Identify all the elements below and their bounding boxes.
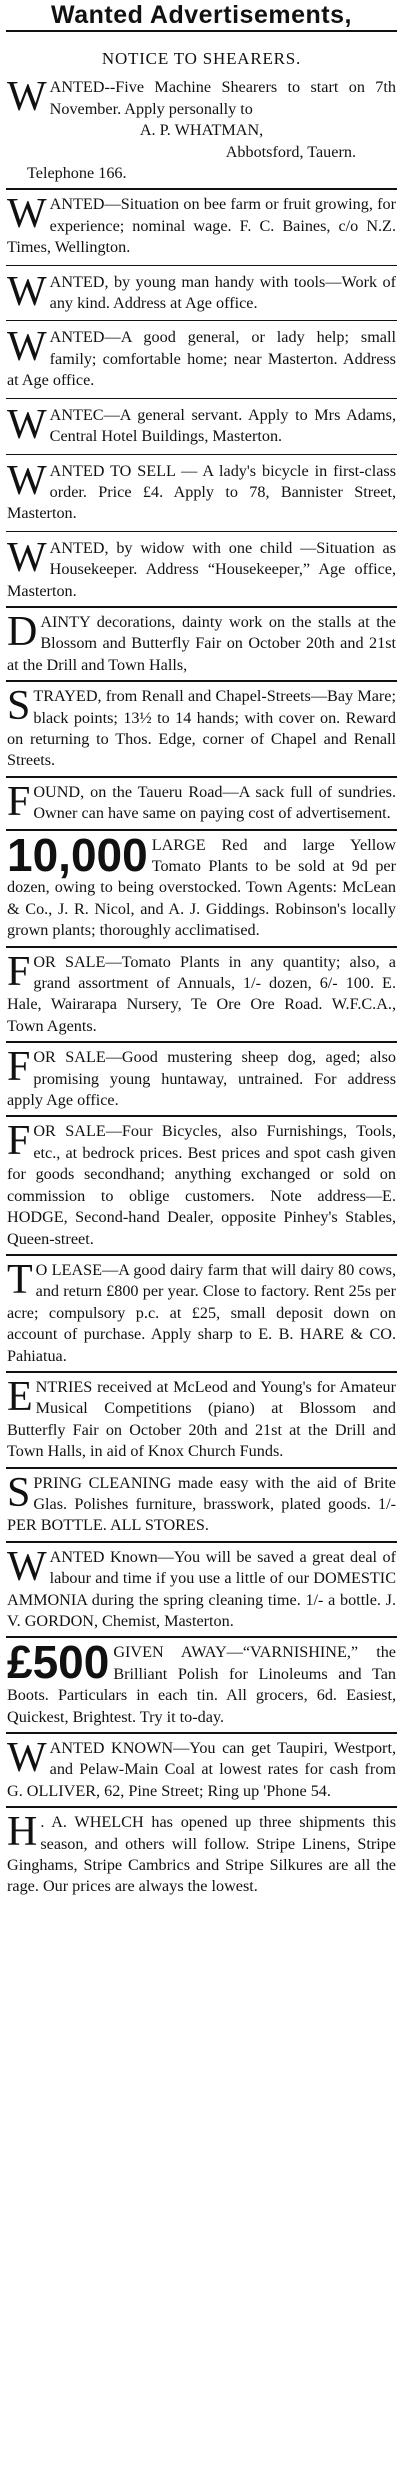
drop-cap: W: [7, 191, 47, 238]
ad-signature-address: Abbotsford, Tauern.: [225, 142, 356, 161]
ad-text: ANTED--Five Machine Shearers to start on 7th November. Apply personally to: [49, 78, 396, 118]
headline-figure: £500: [7, 1636, 110, 1689]
ad-item: [6, 1734, 397, 1806]
ad-item: [6, 1373, 397, 1467]
ad-item: [6, 1469, 397, 1541]
ad-telephone: Telephone 166.: [27, 164, 127, 183]
ad-text: LARGE Red and large Yellow Tomato Plants to be sold at 9d per dozen, owing to being overstocked. Town Agents: McLean & Co., J. R. Nicol, and A. J. Giddings. Robinson's locally grown plants; thoroughly acclimatised.: [7, 835, 396, 940]
ad-text: ANTEC—A general servant. Apply to Mrs Adams, Central Hotel Buildings, Masterton.: [49, 405, 396, 446]
drop-cap: W: [7, 324, 47, 371]
drop-cap: T: [7, 1256, 33, 1303]
ad-item: [6, 457, 397, 529]
drop-cap: W: [7, 268, 47, 315]
ad-text: AINTY decorations, dainty work on the stalls at the Blossom and Butterfly Fair on October 20th and 21st at the Drill and Town Halls,: [7, 612, 396, 674]
ad-item: [6, 401, 397, 452]
ad-text: OR SALE—Tomato Plants in any quantity; also, a grand assortment of Annuals, 1/- dozen, 6/- 100. E. Hale, Wairarapa Nursery, Te Ore Ore Road. W.F.C.A., Town Agents.: [7, 952, 396, 1035]
drop-cap: W: [7, 401, 47, 448]
drop-cap: W: [7, 1735, 47, 1782]
ad-text: OUND, on the Taueru Road—A sack full of sundries. Owner can have same on paying cost of advertisement.: [33, 782, 396, 823]
drop-cap: F: [7, 948, 31, 995]
ad-text: ANTED, by widow with one child —Situation as Housekeeper. Address “Housekeeper,” Age office, Masterton.: [7, 538, 396, 600]
ad-item: [6, 608, 397, 680]
drop-cap: W: [7, 74, 47, 121]
drop-cap: W: [7, 534, 47, 581]
drop-cap: S: [7, 1469, 31, 1516]
ad-text: PRING CLEANING made easy with the aid of Brite Glas. Polishes furniture, brasswork, plated goods. 1/- PER BOTTLE. ALL STORES.: [7, 1473, 396, 1535]
ad-item: [6, 1808, 397, 1902]
ad-item: [6, 323, 397, 395]
drop-cap: E: [7, 1373, 33, 1420]
drop-cap: S: [7, 683, 31, 730]
divider: [6, 398, 397, 399]
divider: [6, 531, 397, 532]
drop-cap: D: [7, 608, 38, 655]
ad-title: NOTICE TO SHEARERS.: [101, 49, 302, 68]
ad-text: OR SALE—Four Bicycles, also Furnishings, Tools, etc., at bedrock prices. Best prices and spot cash given for goods secondhand; anything exchanged or sold on commission to oblige customers. Note address—E. HODGE, Second-hand Dealer, opposite Pinhey's Stables, Queen-street.: [7, 1122, 396, 1248]
ad-text: ANTED Known—You will be saved a great deal of labour and time if you use a little of our DOMESTIC AMMONIA during the spring cleaning time. 1/- a bottle. J. V. GORDON, Chemist, Masterton.: [7, 1547, 396, 1630]
drop-cap: F: [7, 778, 31, 825]
ad-text: ANTED TO SELL — A lady's bicycle in first-class order. Price £4. Apply to 78, Bannister Street, Masterton.: [7, 461, 396, 523]
headline-figure: 10,000: [7, 828, 148, 881]
ad-item: [6, 268, 397, 319]
drop-cap: W: [7, 1543, 47, 1590]
ad-item: [6, 1638, 397, 1732]
ad-item: [6, 1543, 397, 1637]
ad-text: ANTED, by young man handy with tools—Work of any kind. Address at Age office.: [49, 272, 396, 313]
ad-text: ANTED KNOWN—You can get Taupiri, Westport, and Pelaw-Main Coal at lowest rates for cash from G. OLLIVER, 62, Pine Street; Ring up 'Phone 54.: [7, 1739, 396, 1800]
divider: [6, 265, 397, 266]
ad-notice-to-shearers: [6, 32, 397, 188]
ad-signature-name: A. P. WHATMAN,: [139, 121, 264, 140]
ad-item: [6, 778, 397, 829]
ad-item: [6, 948, 397, 1042]
ad-text: OR SALE—Good mustering sheep dog, aged; also promising young huntaway, untrained. For address apply Age office.: [7, 1048, 396, 1110]
ad-text: ANTED—Situation on bee farm or fruit growing, for experience; nominal wage. F. C. Baines, c/o N.Z. Times, Wellington.: [7, 195, 396, 257]
drop-cap: F: [7, 1044, 31, 1091]
ad-text: . A. WHELCH has opened up three shipments this season, and others will follow. Stripe Linens, Stripe Ginghams, Stripe Cambrics and Stripe Silkures are all the rage. Our prices are always the lowest.: [7, 1813, 396, 1896]
drop-cap: H: [7, 1809, 38, 1856]
ad-text: GIVEN AWAY—“VARNISHINE,” the Brilliant Polish for Linoleums and Tan Boots. Particulars in each tin. All grocers, 6d. Easiest, Quickest, Brightest. Try it to-day.: [7, 1643, 396, 1726]
ad-item: [6, 534, 397, 606]
ad-text: ANTED—A good general, or lady help; small family; comfortable home; near Masterton. Address at Age office.: [7, 328, 396, 390]
ad-item: [6, 828, 397, 946]
ad-item: [6, 1117, 397, 1253]
divider: [6, 454, 397, 455]
ad-text: TRAYED, from Renall and Chapel-Streets—Bay Mare; black points; 13½ to 14 hands; with cover on. Reward on returning to Thos. Edge, corner of Chapel and Renall Streets.: [7, 687, 396, 770]
divider: [6, 320, 397, 321]
drop-cap: W: [7, 457, 47, 504]
ad-item: [6, 1043, 397, 1115]
ad-text: NTRIES received at McLeod and Young's for Amateur Musical Competitions (piano) at Blossom and Butterfly Fair on October 20th and 21st at the Drill and Town Halls, in aid of Knox Church Funds.: [7, 1377, 396, 1461]
ad-item: [6, 682, 397, 776]
section-heading: Wanted Advertisements,: [51, 1, 352, 29]
ad-item: [6, 190, 397, 262]
drop-cap: F: [7, 1118, 31, 1165]
ad-item: [6, 1256, 397, 1371]
ad-text: O LEASE—A good dairy farm that will dairy 80 cows, and return £800 per year. Close to factory. Rent 25s per acre; compulsory p.c. at £25, small deposit down on account of purchase. Apply sharp to E. B. HARE & CO. Pahiatua.: [7, 1260, 396, 1365]
